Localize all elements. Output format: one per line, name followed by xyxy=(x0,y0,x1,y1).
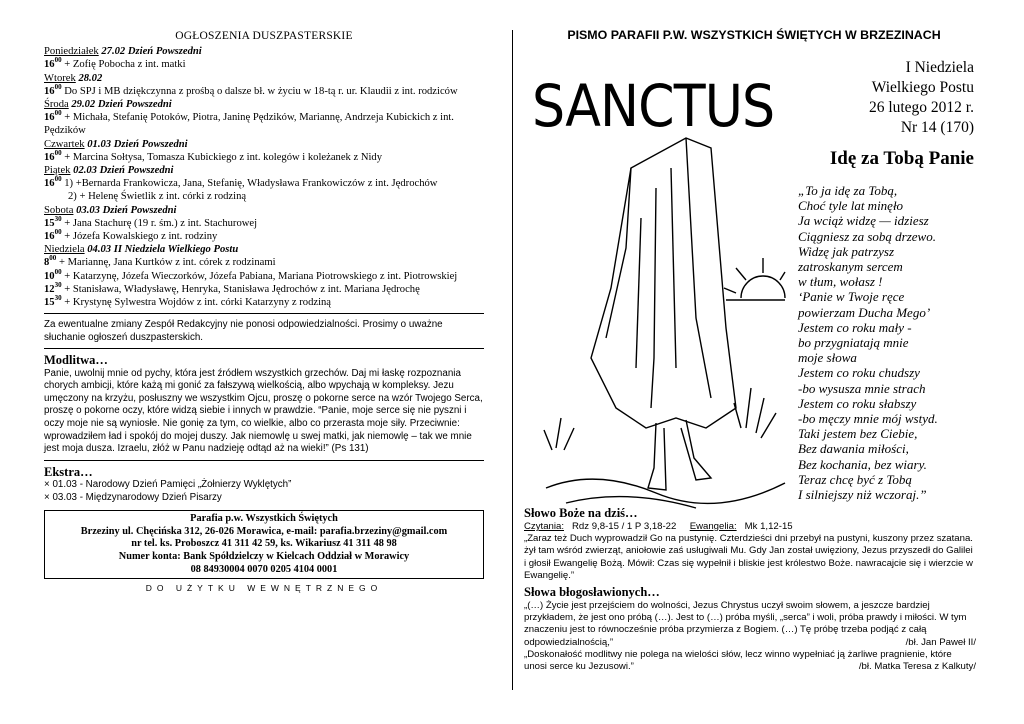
poem-line: powierzam Ducha Mego’ xyxy=(798,304,931,320)
word-text: „Zaraz też Duch wyprowadził Go na pustynię. Czterdzieści dni przebył na pustyni, kuszony przez szatana. żył tam wśród zwierząt, aniołowie zaś usługiwali Mu. Gdy Jan został uwięziony, Jezus przyszedł do Galilei i głosił Ewangelię Bożą. Mówił: Czas się wypełnił i bliskie jest królestwo Boże. nawracajcie się i wierzcie w Ewangelię.” xyxy=(524,533,973,581)
parish-phones: nr tel. ks. Proboszcz 41 311 42 59, ks. Wikariusz 41 311 48 98 xyxy=(131,538,397,550)
mass-hour: 16 xyxy=(44,151,55,163)
day-heading xyxy=(44,72,484,85)
announcements-list xyxy=(44,45,484,309)
mass-hour: 15 xyxy=(44,217,55,229)
poem-line: I silniejszy niż wczoraj.” xyxy=(798,487,927,503)
mass-hour: 16 xyxy=(44,85,55,97)
extra-title: Ekstra… xyxy=(44,464,93,479)
parish-account: 08 84930004 0070 0205 4104 0001 xyxy=(190,563,338,575)
mass-hour: 8 xyxy=(44,257,50,269)
day-heading xyxy=(44,164,484,177)
poem-line: Bez dawania miłości, xyxy=(798,441,909,457)
left-page xyxy=(44,30,484,595)
mass-intention xyxy=(44,296,484,309)
day-date: 27.02 Dzień Powszedni xyxy=(101,46,202,58)
mass-hour: 15 xyxy=(44,297,55,309)
day-heading xyxy=(44,138,484,151)
issue-date: 26 lutego 2012 r. xyxy=(868,99,974,116)
day-date: 29.02 Dzień Powszedni xyxy=(71,99,172,111)
announcements-title: OGŁOSZENIA DUSZPASTERSKIE xyxy=(175,30,353,42)
day-name: Poniedziałek xyxy=(44,46,99,58)
mass-intention xyxy=(44,280,484,296)
poem-line: Ciągniesz za sobą drzewo. xyxy=(798,228,936,244)
intention-text: + Zofię Pobocha z int. matki xyxy=(64,59,186,71)
intention-text: + Krystynę Sylwestra Wojdów z int. córki Katarzyny z rodziną xyxy=(64,297,332,309)
day-name: Sobota xyxy=(44,204,74,216)
mass-intention xyxy=(44,214,484,230)
extra-item-text: 03.03 - Międzynarodowy Dzień Pisarzy xyxy=(52,491,222,503)
mass-intention xyxy=(44,58,484,71)
mass-minute: 00 xyxy=(54,56,62,65)
day-date: 03.03 Dzień Powszedni xyxy=(76,204,177,216)
prayer-text: Panie, uwolnij mnie od pychy, która jest źródłem wszystkich grzechów. Daj mi łaskę rozpoznania chorych ambicji, które każą mi gonić za fałszywą wielkością, albo wpychają w kompleksy. Jezu umęczony na krzyżu, posłuszny we wszystkim Ojcu, proszę o pokornе serce na wzór Twojego Serca, proszę o pokornе oczy, które widzą siebie i innych w prawdzie. “Panie, moje serce się nie pyszni i oczy moje nie są wyniosłe. Nie gonię za tym, co wielkie, albo co przerasta moje siły. Przeciwnie: wprowadziłem ład i spokój do mojej duszy. Jak niemowlę u swej matki, jak niemowlę – tak we mnie jest moja dusza. Izraelu, złóż w Panu nadzieję odtąd aż na wieki!” (Ps 131) xyxy=(44,367,483,455)
mass-hour: 16 xyxy=(44,231,55,243)
intention-text: 2) + Helenę Świetlik z int. córki z rodziną xyxy=(68,191,247,203)
intention-text: + Michała, Stefanię Potoków, Piotra, Janinę Pędzików, Mariannę, Andrzeja Kubickich z int. Pędzików xyxy=(44,112,454,137)
mass-intention xyxy=(44,177,484,190)
intention-text: Do SPJ i MB dziękczynna z prośbą o dalsze bł. w życiu w 18-tą r. ur. Klaudii z int. rodziców xyxy=(64,85,458,97)
readings-value: Rdz 9,8-15 / 1 P 3,18-22 xyxy=(572,521,677,532)
poem-line: Teraz chcę być z Tobą xyxy=(798,471,912,487)
mass-hour: 16 xyxy=(44,59,55,71)
mass-intention xyxy=(44,148,484,164)
intention-text: + Marcina Sołtysa, Tomasza Kubickiego z int. kolegów i koleżanek z Nidy xyxy=(64,151,383,163)
mass-hour: 12 xyxy=(44,283,55,295)
parish-name: Parafia p.w. Wszystkich Świętych xyxy=(190,513,338,525)
poem-line: Bez kochania, bez wiary. xyxy=(798,456,927,472)
mass-intention xyxy=(44,267,484,283)
poem-line: Jestem co roku chudszy xyxy=(798,365,920,381)
issue-sunday: I Niedziela xyxy=(905,59,974,76)
issue-info xyxy=(869,58,974,138)
day-date: 28.02 xyxy=(78,72,103,84)
poem-line: zatroskanym sercem xyxy=(798,259,903,275)
blessed-title: Słowa błogosławionych… xyxy=(524,585,660,600)
masthead: PISMO PARAFII P.W. WSZYSTKICH ŚWIĘTYCH W BRZEZINACH xyxy=(567,28,941,42)
parish-bank: Numer konta: Bank Spółdzielczy w Kielcach Oddział w Morawicy xyxy=(118,550,410,562)
poem-line: -bo wysusza mnie strach xyxy=(798,380,926,396)
mass-minute: 30 xyxy=(54,214,62,223)
issue-number: Nr 14 (170) xyxy=(900,119,974,136)
day-name: Piątek xyxy=(44,165,71,177)
blessed-quote-1 xyxy=(524,600,976,649)
poem-line: Widzę jak patrzysz xyxy=(798,243,895,259)
internal-use-note: DO UŻYTKU WEWNĘTRZNEGO xyxy=(145,583,383,594)
intention-text: + Mariannę, Jana Kurtków z int. córek z rodzinami xyxy=(58,257,276,269)
mass-minute: 00 xyxy=(54,228,62,237)
mass-minute: 30 xyxy=(54,294,62,303)
day-date: 02.03 Dzień Powszedni xyxy=(73,165,174,177)
gospel-label: Ewangelia: xyxy=(689,521,737,532)
center-divider xyxy=(512,30,513,690)
blessed-text-1: „(…) Życie jest przejściem do wolności, Jezus Chrystus uczył swoim słowem, a jeszcze bardziej przykładem, że jest ono próbą (…). Jest to (…) próba myśli, „serca” i woli, próba prawdy i miłości. W tym znaczeniu jest to równocześnie próba przymierza z Bogiem. (…) Tę próbę trzeba podjąć z całą odpowiedzialnością,” xyxy=(524,600,967,648)
mass-hour: 10 xyxy=(44,270,55,282)
mass-intention xyxy=(44,82,484,98)
parish-address: Brzeziny ul. Chęcińska 312, 26-026 Morawica, e-mail: parafia.brzeziny@gmail.com xyxy=(80,525,448,537)
readings-refs xyxy=(524,521,976,533)
poem-line: Taki jestem bez Ciebie, xyxy=(798,426,918,442)
divider xyxy=(44,313,484,314)
disclaimer: Za ewentualne zmiany Zespół Redakcyjny nie ponosi odpowiedzialności. Prosimy o uważne słuchanie ogłoszeń duszpasterskich. xyxy=(44,319,443,343)
poem-line: bo przygniatają mnie xyxy=(798,335,909,351)
poem-line: w tłum, wołasz ! xyxy=(798,274,883,290)
day-name: Środa xyxy=(44,99,69,111)
mass-intention xyxy=(44,190,484,203)
mass-intention xyxy=(44,256,484,269)
mass-minute: 00 xyxy=(54,267,62,276)
parish-info-box xyxy=(44,510,484,579)
day-date: 04.03 II Niedziela Wielkiego Postu xyxy=(87,244,239,256)
day-name: Wtorek xyxy=(44,72,76,84)
day-name: Czwartek xyxy=(44,138,85,150)
mass-minute: 30 xyxy=(54,280,62,289)
day-name: Niedziela xyxy=(44,244,85,256)
day-heading xyxy=(44,243,484,256)
sanctus-logo: SANCTUS xyxy=(532,72,775,140)
mass-hour: 16 xyxy=(44,178,55,190)
divider xyxy=(44,348,484,349)
right-page xyxy=(524,28,984,708)
jesus-walking-illustration xyxy=(536,128,786,518)
poem-line: Ja wciąż widzę — idziesz xyxy=(798,213,929,229)
mass-minute: 00 xyxy=(54,148,62,157)
intention-text: + Stanisława, Władysławę, Henryka, Stanisława Jędrochów z int. Mariana Jędrochę xyxy=(64,283,420,295)
mass-intention xyxy=(44,111,484,137)
gospel-value: Mk 1,12-15 xyxy=(744,521,793,532)
intention-text: + Katarzynę, Józefa Wieczorków, Józefa Pabiana, Mariana Piotrowskiego z int. Piotrowskiej xyxy=(64,270,458,282)
extra-item: × 01.03 - Narodowy Dzień Pamięci „Żołnierzy Wyklętych” xyxy=(44,479,292,491)
intention-text: 1) +Bernarda Frankowicza, Jana, Stefanię, Władysława Frankowiczów z int. Jędrochów xyxy=(64,178,438,190)
day-date: 01.03 Dzień Powszedni xyxy=(87,138,188,150)
mass-minute: 00 xyxy=(54,109,62,118)
intention-text: + Jana Stachurę (19 r. śm.) z int. Stachurowej xyxy=(64,217,258,229)
mass-hour: 16 xyxy=(44,112,55,124)
prayer-title: Modlitwa… xyxy=(44,353,108,368)
intention-text: + Józefa Kowalskiego z int. rodziny xyxy=(64,231,218,243)
mass-minute: 00 xyxy=(54,175,62,184)
issue-season: Wielkiego Postu xyxy=(871,79,974,96)
word-title: Słowo Boże na dziś… xyxy=(524,506,638,520)
readings-section xyxy=(524,506,976,673)
blessed-author-1: /bł. Jan Paweł II/ xyxy=(905,636,976,648)
extra-item: × 03.03 - Międzynarodowy Dzień Pisarzy xyxy=(44,491,222,503)
poem-line: Jestem co roku słabszy xyxy=(798,395,917,411)
day-heading xyxy=(44,45,484,58)
poem-line: -bo męczy mnie mój wstyd. xyxy=(798,411,938,427)
mass-minute: 00 xyxy=(54,82,62,91)
day-heading xyxy=(44,204,484,217)
poem xyxy=(798,183,938,502)
headline: Idę za Tobą Panie xyxy=(829,148,974,169)
poem-line: moje słowa xyxy=(798,350,857,366)
mass-intention xyxy=(44,230,484,243)
blessed-quote-2 xyxy=(524,649,976,673)
readings-label: Czytania: xyxy=(524,521,564,532)
day-heading xyxy=(44,98,484,111)
divider xyxy=(44,460,484,461)
poem-line: Choć tyle lat minęło xyxy=(798,198,904,214)
poem-line: „To ja idę za Tobą, xyxy=(798,183,898,198)
extra-item-text: 01.03 - Narodowy Dzień Pamięci „Żołnierzy Wyklętych” xyxy=(52,479,292,491)
blessed-author-2: /bł. Matka Teresa z Kalkuty/ xyxy=(858,661,976,673)
blessed-text-2: „Doskonałość modlitwy nie polega na wielości słów, lecz winno wypełniać ją żarliwe pragnienie, które unosi serce ku Jezusowi.” xyxy=(524,648,952,673)
mass-minute: 00 xyxy=(49,254,57,263)
poem-line: ‘Panie w Twoje ręce xyxy=(798,289,905,305)
poem-line: Jestem co roku mały - xyxy=(798,319,912,335)
